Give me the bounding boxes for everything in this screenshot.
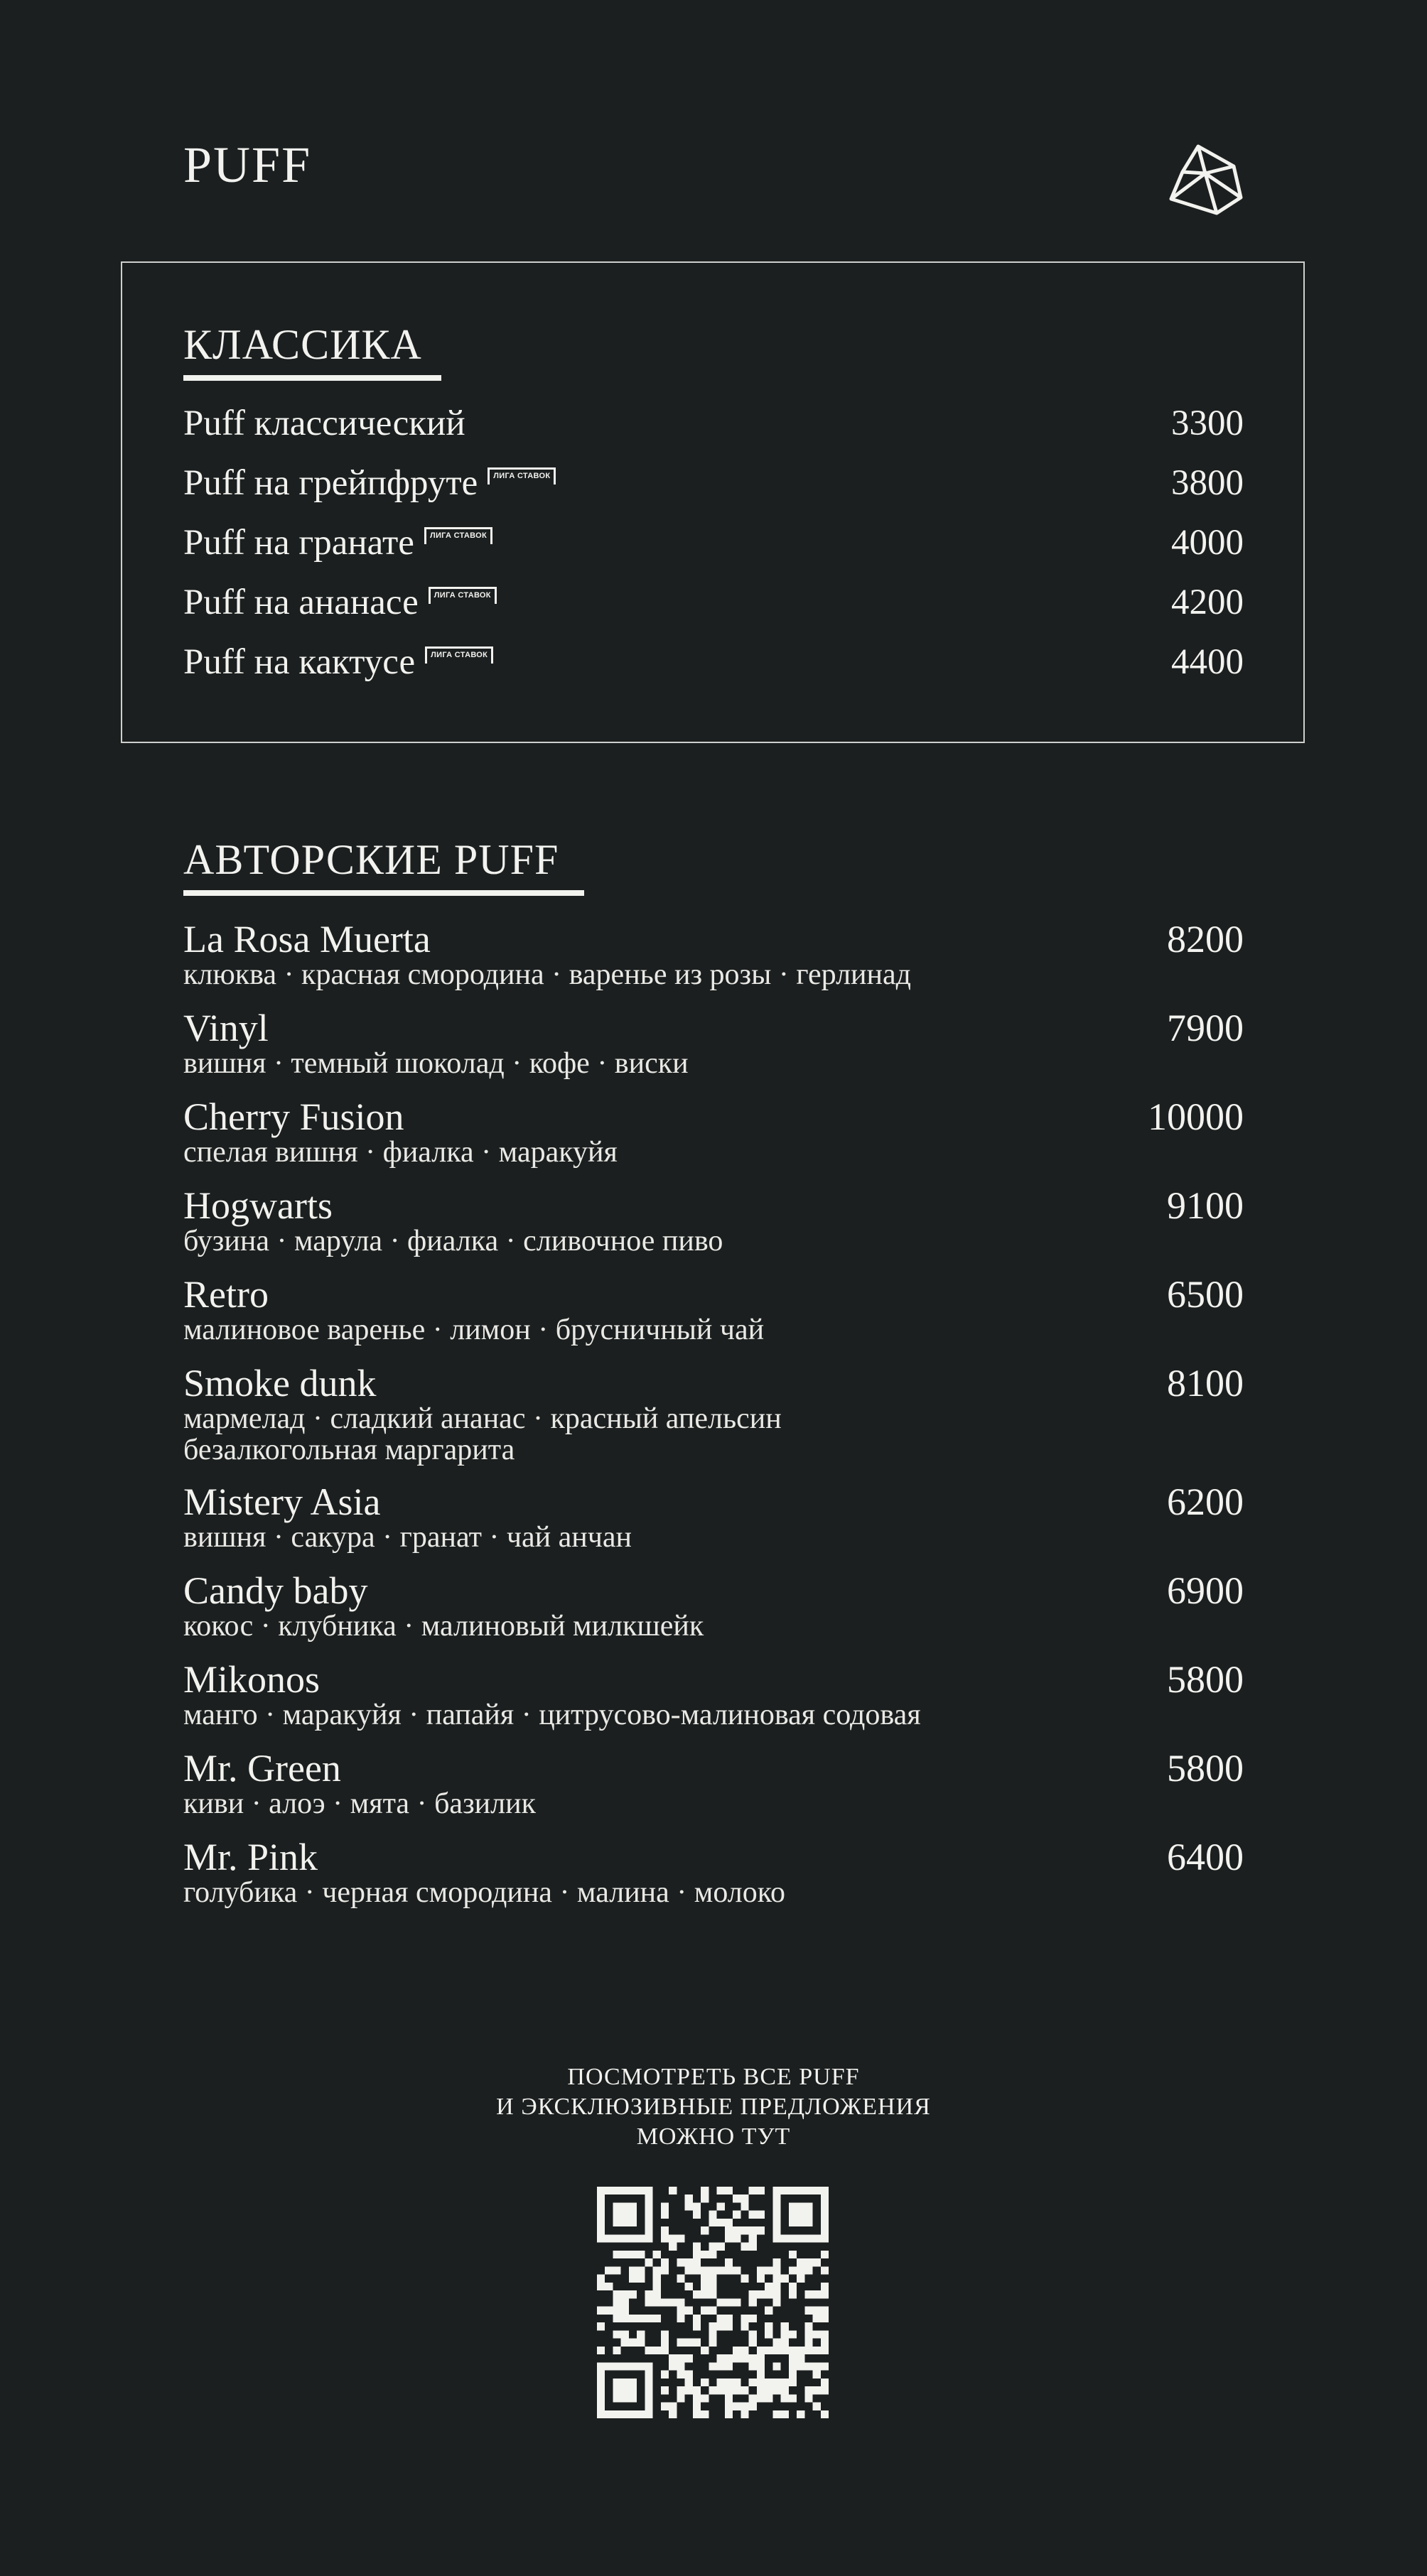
brand-title: PUFF [183, 136, 312, 193]
author-item-desc: кокос · клубника · малиновый милкшейк [183, 1610, 704, 1643]
author-item-name: Smoke dunk [183, 1362, 377, 1405]
menu-item-price: 3300 [1171, 404, 1244, 443]
author-item-head [183, 1186, 1244, 1225]
author-item-head [183, 1008, 1244, 1048]
author-item-head [183, 919, 1244, 959]
author-item-name: Vinyl [183, 1007, 269, 1049]
author-item-price: 10000 [1148, 1095, 1244, 1138]
author-item-desc: вишня · темный шоколад · кофе · виски [183, 1047, 689, 1080]
author-item-price: 6500 [1167, 1273, 1244, 1316]
author-item-desc: клюква · красная смородина · варенье из розы · герлинад [183, 958, 912, 991]
author-menu-item [183, 1363, 1244, 1466]
liga-stavok-badge: ЛИГА СТАВОК [424, 527, 492, 544]
author-item-name: Candy baby [183, 1569, 368, 1612]
menu-item-price: 4400 [1171, 642, 1244, 682]
liga-stavok-badge: ЛИГА СТАВОК [425, 646, 493, 664]
menu-item-name-wrap [183, 582, 497, 623]
qr-code-icon[interactable] [597, 2187, 829, 2418]
menu-item [183, 520, 1244, 565]
geometric-gem-icon [1165, 142, 1245, 216]
author-menu-item [183, 919, 1244, 990]
author-item-desc: манго · маракуйя · папайя · цитрусово-малиновая содовая [183, 1699, 921, 1731]
author-item-desc: малиновое варенье · лимон · брусничный чай [183, 1314, 765, 1346]
author-menu-item [183, 1275, 1244, 1346]
author-item-name: Mikonos [183, 1658, 321, 1701]
author-item-price: 8200 [1167, 918, 1244, 960]
menu-item [183, 639, 1244, 685]
author-menu-item [183, 1837, 1244, 1908]
author-item-desc: спелая вишня · фиалка · маракуйя [183, 1136, 618, 1169]
author-item-price: 9100 [1167, 1184, 1244, 1227]
author-menu-item [183, 1482, 1244, 1553]
author-item-head [183, 1660, 1244, 1699]
author-item-desc: безалкогольная маргарита [183, 1434, 515, 1466]
author-item-price: 6900 [1167, 1569, 1244, 1612]
author-item-name: Retro [183, 1273, 269, 1316]
author-menu-item [183, 1660, 1244, 1731]
author-item-name: Mr. Green [183, 1747, 341, 1790]
author-item-desc: бузина · марула · фиалка · сливочное пиво [183, 1225, 723, 1257]
classic-title-underline [183, 375, 441, 381]
author-item-price: 8100 [1167, 1362, 1244, 1405]
author-item-head [183, 1097, 1244, 1137]
menu-item-name: Puff классический [183, 404, 465, 443]
author-item-price: 5800 [1167, 1747, 1244, 1790]
author-item-desc: голубика · черная смородина · малина · молоко [183, 1876, 786, 1909]
author-item-head [183, 1482, 1244, 1522]
menu-item [183, 460, 1244, 506]
author-item-head [183, 1837, 1244, 1877]
author-item-desc: мармелад · сладкий ананас · красный апельсин [183, 1402, 782, 1435]
author-menu-item [183, 1186, 1244, 1257]
author-menu-item [183, 1571, 1244, 1642]
menu-item [183, 401, 1244, 446]
menu-item-name-wrap [183, 462, 556, 504]
menu-item-name: Puff на гранате [183, 523, 414, 563]
menu-item-price: 3800 [1171, 463, 1244, 503]
menu-item-name: Puff на кактусе [183, 642, 416, 682]
classic-section-title: КЛАССИКА [183, 321, 422, 368]
author-item-price: 6200 [1167, 1481, 1244, 1523]
menu-item-name-wrap [183, 522, 492, 563]
author-item-head [183, 1275, 1244, 1314]
author-title-underline [183, 890, 584, 896]
author-item-name: Mr. Pink [183, 1836, 318, 1878]
author-item-price: 5800 [1167, 1658, 1244, 1701]
author-item-name: Mistery Asia [183, 1481, 381, 1523]
author-item-head [183, 1748, 1244, 1788]
menu-item-name-wrap [183, 642, 493, 683]
cta-line: И ЭКСКЛЮЗИВНЫЕ ПРЕДЛОЖЕНИЯ [496, 2094, 931, 2120]
author-item-head [183, 1571, 1244, 1611]
menu-item-name-wrap [183, 403, 465, 444]
author-item-price: 7900 [1167, 1007, 1244, 1049]
author-item-name: Cherry Fusion [183, 1095, 404, 1138]
author-item-name: La Rosa Muerta [183, 918, 431, 960]
liga-stavok-badge: ЛИГА СТАВОК [488, 467, 556, 485]
author-menu-item [183, 1097, 1244, 1168]
liga-stavok-badge: ЛИГА СТАВОК [429, 587, 497, 604]
author-menu-item [183, 1008, 1244, 1079]
author-item-price: 6400 [1167, 1836, 1244, 1878]
menu-item-name: Puff на ананасе [183, 583, 419, 622]
footer-cta [0, 2062, 1427, 2152]
author-menu-item [183, 1748, 1244, 1819]
menu-item [183, 580, 1244, 625]
cta-line: МОЖНО ТУТ [636, 2123, 791, 2150]
menu-item-price: 4200 [1171, 583, 1244, 622]
author-item-name: Hogwarts [183, 1184, 333, 1227]
author-item-desc: вишня · сакура · гранат · чай анчан [183, 1521, 632, 1554]
menu-item-price: 4000 [1171, 523, 1244, 563]
author-item-head [183, 1363, 1244, 1403]
author-section-title: АВТОРСКИЕ PUFF [183, 836, 559, 883]
menu-item-name: Puff на грейпфруте [183, 463, 478, 503]
cta-line: ПОСМОТРЕТЬ ВСЕ PUFF [567, 2064, 860, 2090]
author-item-desc: киви · алоэ · мята · базилик [183, 1787, 536, 1820]
